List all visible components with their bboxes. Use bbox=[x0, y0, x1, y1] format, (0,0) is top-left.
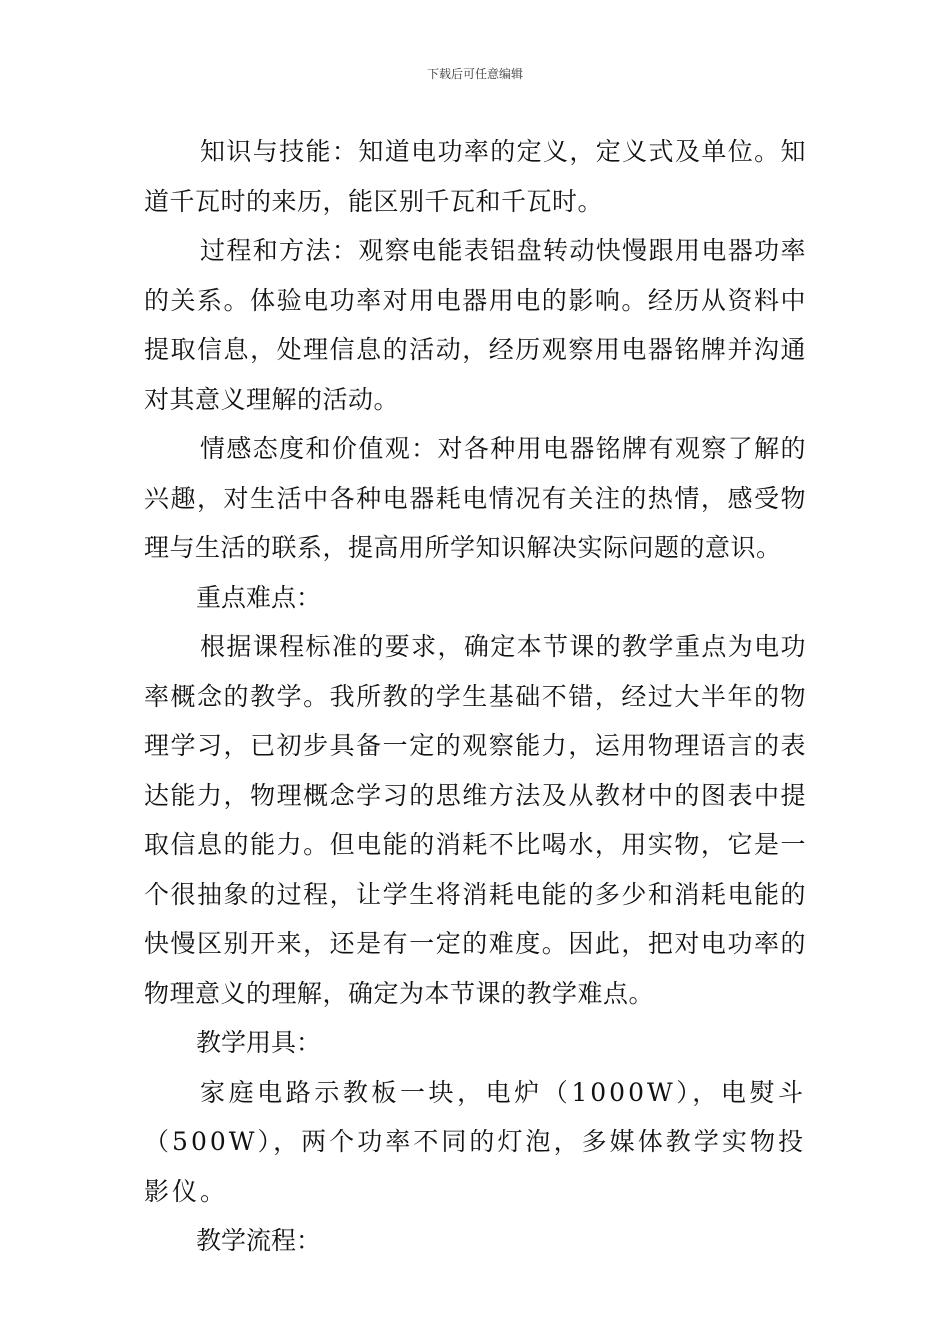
attitude-values-paragraph: 情感态度和价值观：对各种用电器铭牌有观察了解的兴趣，对生活中各种电器耗电情况有关注的热情，感受物理与生活的联系，提高用所学知识解决实际问题的意识。 bbox=[144, 434, 806, 562]
teaching-tools-paragraph: 家庭电路示教板一块，电炉（1000W），电熨斗（500W），两个功率不同的灯泡，多媒体教学实物投影仪。 bbox=[144, 1077, 806, 1206]
knowledge-skills-paragraph: 知识与技能：知道电功率的定义，定义式及单位。知道千瓦时的来历，能区别千瓦和千瓦时。 bbox=[144, 137, 806, 216]
page-header: 下载后可任意编辑 bbox=[426, 67, 523, 81]
process-method-paragraph: 过程和方法：观察电能表铝盘转动快慢跟用电器功率的关系。体验电功率对用电器用电的影响。经历从资料中提取信息，处理信息的活动，经历观察用电器铭牌并沟通对其意义理解的活动。 bbox=[144, 236, 806, 414]
teaching-flow-heading: 教学流程： bbox=[196, 1226, 322, 1255]
key-points-heading: 重点难点： bbox=[196, 582, 322, 612]
document-body bbox=[144, 127, 806, 1266]
teaching-tools-heading: 教学用具： bbox=[196, 1028, 322, 1057]
key-points-paragraph: 根据课程标准的要求，确定本节课的教学重点为电功率概念的教学。我所教的学生基础不错，经过大半年的物理学习，已初步具备一定的观察能力，运用物理语言的表达能力，物理概念学习的思维方法及从教材中的图表中提取信息的能力。但电能的消耗不比喝水，用实物，它是一个很抽象的过程，让学生将消耗电能的多少和消耗电能的快慢区别开来，还是有一定的难度。因此，把对电功率的物理意义的理解，确定为本节课的教学难点。 bbox=[144, 632, 806, 1008]
